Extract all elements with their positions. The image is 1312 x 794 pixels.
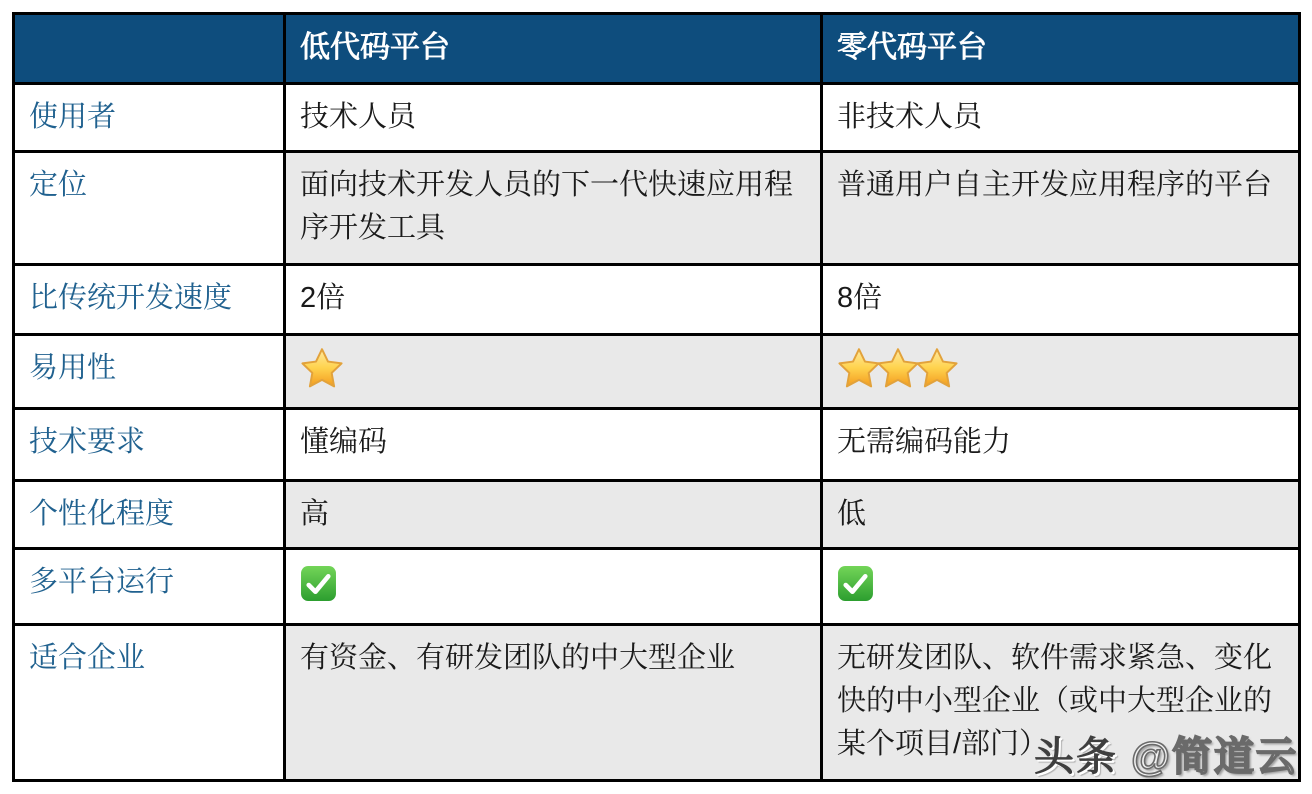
cell-zerocode-speed: 8倍 (822, 265, 1300, 335)
header-zerocode: 零代码平台 (822, 14, 1300, 84)
row-label-speed: 比传统开发速度 (14, 265, 285, 335)
table-row (14, 84, 1300, 152)
header-corner-cell (14, 14, 285, 84)
check-cell (837, 566, 874, 598)
star-icon (300, 347, 344, 391)
table-row (14, 481, 1300, 549)
cell-zerocode-usability (822, 335, 1300, 409)
row-label-suitable-enterprise: 适合企业 (14, 625, 285, 781)
watermark-handle: @简道云 (1130, 735, 1298, 779)
cell-lowcode-tech-requirement: 懂编码 (285, 409, 822, 481)
star-rating (837, 347, 954, 391)
row-label-usability: 易用性 (14, 335, 285, 409)
check-icon (300, 565, 337, 602)
platform-comparison-table (12, 12, 1301, 782)
row-label-customization: 个性化程度 (14, 481, 285, 549)
cell-zerocode-positioning: 普通用户自主开发应用程序的平台 (822, 152, 1300, 265)
check-cell (300, 566, 337, 598)
cell-zerocode-tech-requirement: 无需编码能力 (822, 409, 1300, 481)
watermark-prefix: 头条 (1033, 735, 1118, 779)
cell-lowcode-speed: 2倍 (285, 265, 822, 335)
cell-zerocode-users: 非技术人员 (822, 84, 1300, 152)
row-label-tech-requirement: 技术要求 (14, 409, 285, 481)
cell-lowcode-positioning: 面向技术开发人员的下一代快速应用程序开发工具 (285, 152, 822, 265)
table-header-row (14, 14, 1300, 84)
row-label-users: 使用者 (14, 84, 285, 152)
row-label-positioning: 定位 (14, 152, 285, 265)
cell-lowcode-multiplatform (285, 549, 822, 625)
cell-zerocode-suitable-enterprise: 无研发团队、软件需求紧急、变化快的中小型企业（或中大型企业的某个项目/部门） (822, 625, 1300, 781)
table-row (14, 335, 1300, 409)
row-label-multiplatform: 多平台运行 (14, 549, 285, 625)
cell-zerocode-customization: 低 (822, 481, 1300, 549)
table-row (14, 265, 1300, 335)
cell-lowcode-usability (285, 335, 822, 409)
cell-lowcode-users: 技术人员 (285, 84, 822, 152)
star-icon (837, 347, 881, 391)
cell-lowcode-customization: 高 (285, 481, 822, 549)
cell-zerocode-multiplatform (822, 549, 1300, 625)
star-icon (915, 347, 959, 391)
table-row (14, 409, 1300, 481)
header-lowcode: 低代码平台 (285, 14, 822, 84)
table-row (14, 625, 1300, 781)
star-icon (876, 347, 920, 391)
star-rating (300, 347, 339, 391)
cell-lowcode-suitable-enterprise: 有资金、有研发团队的中大型企业 (285, 625, 822, 781)
table-row (14, 549, 1300, 625)
check-icon (837, 565, 874, 602)
table-row (14, 152, 1300, 265)
